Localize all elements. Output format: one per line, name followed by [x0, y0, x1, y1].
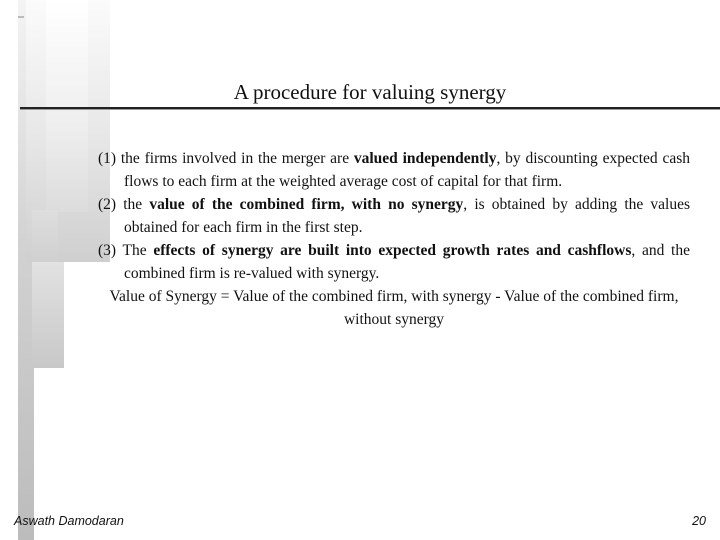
step-text: the firms involved in the merger are — [116, 150, 354, 167]
procedure-step-2 — [98, 194, 690, 239]
step-emphasis: effects of synergy are built into expected growth rates and cashflows — [153, 242, 632, 259]
step-number: (3) — [98, 242, 117, 259]
slide-body — [98, 148, 690, 347]
step-number: (1) — [98, 150, 117, 167]
step-text: the — [116, 196, 150, 213]
synergy-formula: Value of Synergy = Value of the combined firm, with synergy - Value of the combined firm, without synergy — [109, 288, 679, 328]
footer-author: Aswath Damodaran — [14, 514, 124, 528]
step-text: The — [116, 242, 154, 259]
decorative-tick — [18, 16, 24, 18]
slide-title: A procedure for valuing synergy — [233, 80, 507, 104]
step-text: , by discounting expected cash flows to each firm at the weighted average cost of capital for that firm. — [124, 150, 690, 190]
procedure-step-3 — [98, 240, 690, 285]
step-text: , and the combined firm is re-valued with synergy. — [124, 242, 690, 282]
procedure-step-1 — [98, 148, 690, 193]
step-emphasis: value of the combined firm, with no synergy — [149, 196, 464, 213]
decorative-bar — [46, 0, 88, 212]
page-number: 20 — [692, 514, 706, 528]
decorative-bar — [32, 262, 64, 368]
step-emphasis: valued independently — [353, 150, 497, 167]
step-text: , is obtained by adding the values obtained for each firm in the first step. — [124, 196, 691, 236]
step-number: (2) — [98, 196, 117, 213]
title-divider-shadow — [20, 109, 720, 110]
